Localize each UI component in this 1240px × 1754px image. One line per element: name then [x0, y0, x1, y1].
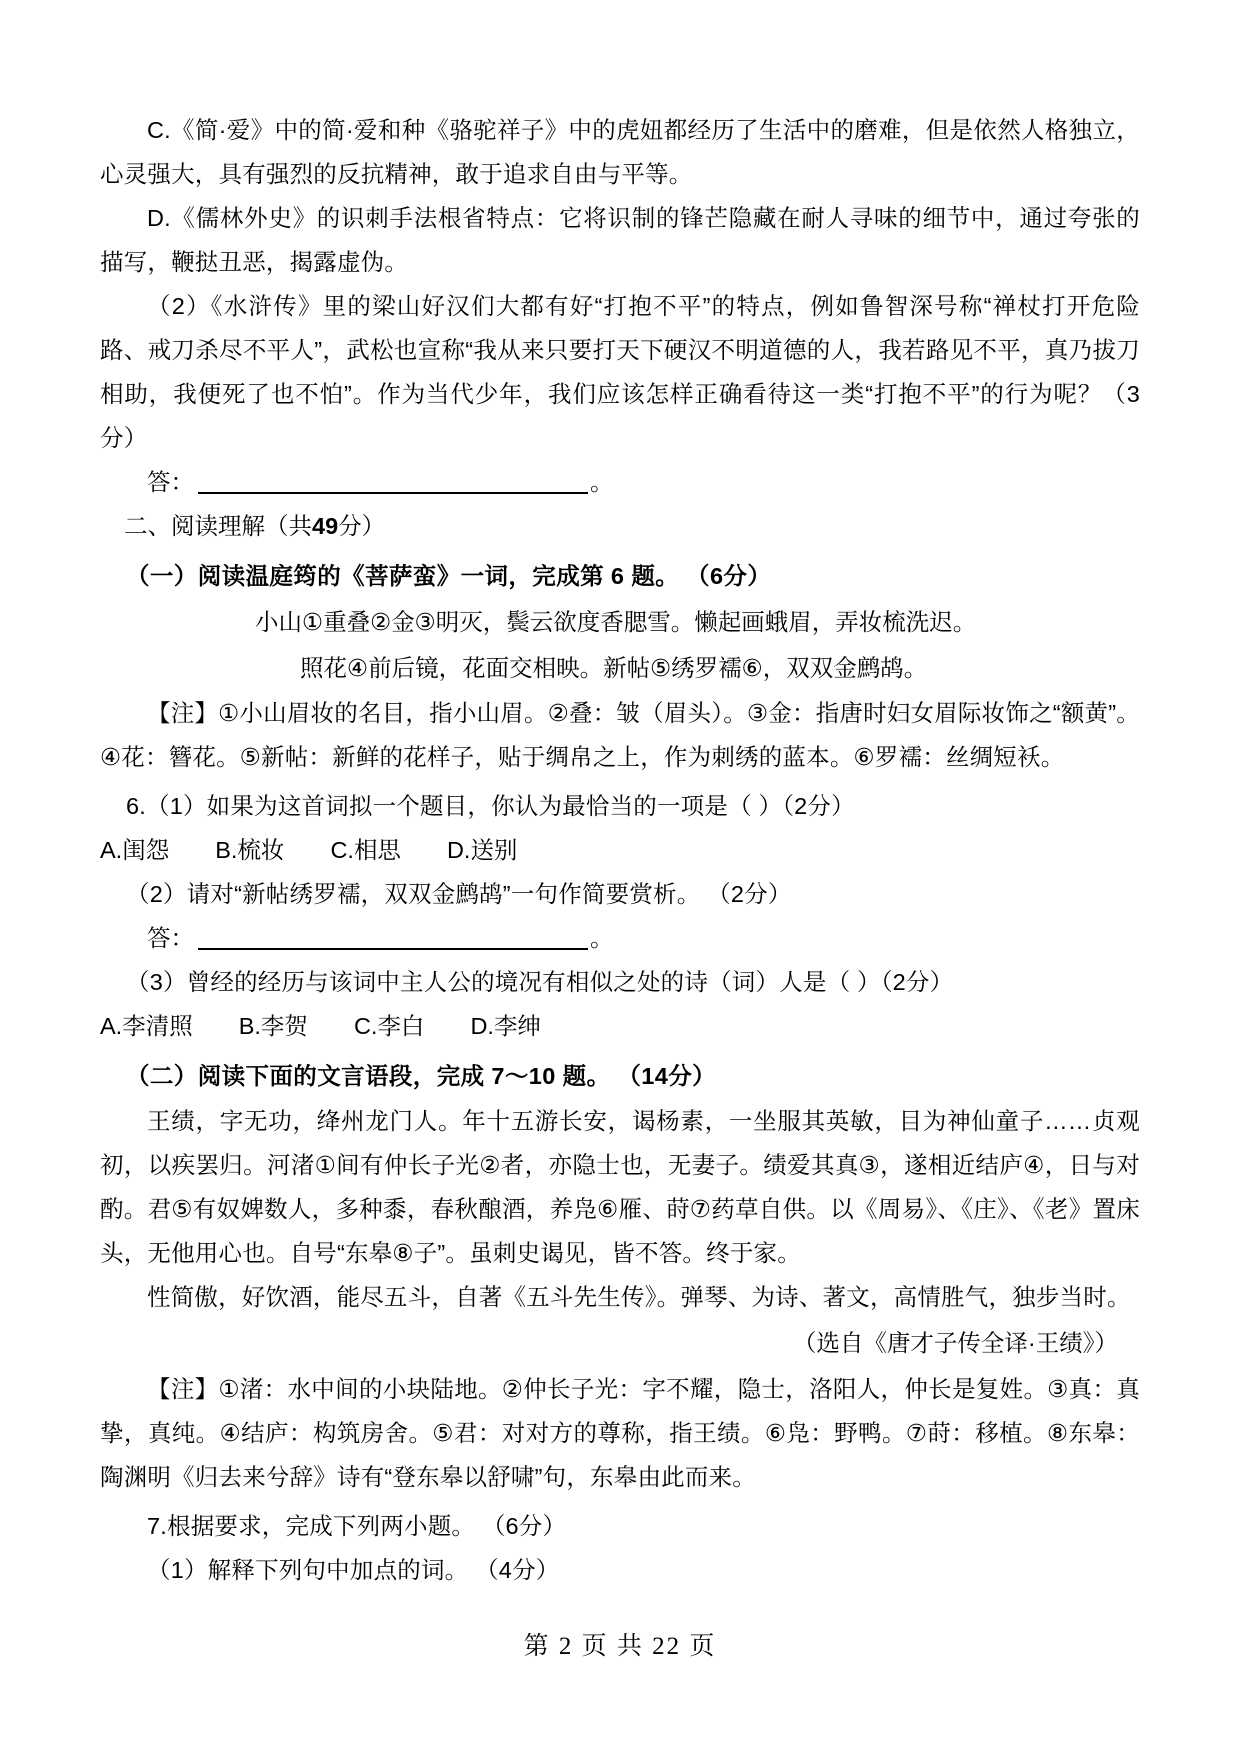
classical-passage-paragraph-1: 王绩，字无功，绛州龙门人。年十五游长安，谒杨素，一坐服其英敏，目为神仙童子……贞观初，以疾罢归。河渚①间有仲长子光②者，亦隐士也，无妻子。绩爱其真③，遂相近结庐④，日与对酌。君⑤有奴婢数人，多种黍，春秋酿酒，养凫⑥雁、莳⑦药草自供。以《周易》、《庄》、《老》置床头，无他用心也。自号“东皋⑧子”。虽刺史谒见，皆不答。终于家。 [100, 1108, 1140, 1266]
option-a[interactable]: A.闺怨 [100, 837, 170, 863]
section-two-score: 49 [312, 513, 339, 539]
answer-label: 答： [147, 469, 194, 495]
classical-passage-paragraph-2: 性简傲，好饮酒，能尽五斗，自著《五斗先生传》。弹琴、为诗、著文，高情胜气，独步当时。 [147, 1284, 1131, 1310]
answer-tail: 。 [590, 925, 614, 951]
literature-option-d: D.《儒林外史》的识刺手法根省特点：它将识制的锋芒隐藏在耐人寻味的细节中，通过夸张的描写，鞭挞丑恶，揭露虚伪。 [100, 205, 1140, 275]
literature-subquestion-2: （2）《水浒传》里的梁山好汉们大都有好“打抱不平”的特点，例如鲁智深号称“禅杖打开危险路、戒刀杀尽不平人”，武松也宣称“我从来只要打天下硬汉不明道德的人，我若路见不平，真乃拔刀相助，我便死了也不怕”。作为当代少年，我们应该怎样正确看待这一类“打抱不平”的行为呢？（3分） [100, 293, 1140, 451]
literature-option-c: C.《简·爱》中的简·爱和种《骆驼祥子》中的虎妞都经历了生活中的磨难，但是依然人格独立，心灵强大，具有强烈的反抗精神，敢于追求自由与平等。 [100, 117, 1140, 187]
poem-line-1: 小山①重叠②金③明灭，鬓云欲度香腮雪。懒起画蛾眉，弄妆梳洗迟。 [255, 609, 977, 635]
passage-source: （选自《唐才子传全译·王绩》） [792, 1330, 1118, 1356]
classical-passage-notes: 【注】①渚：水中间的小块陆地。②仲长子光：字不耀，隐士，洛阳人，仲长是复姓。③真：真挚，真纯。④结庐：构筑房舍。⑤君：对对方的尊称，指王绩。⑥凫：野鸭。⑦莳：移植。⑧东皋：陶渊明《归去来兮辞》诗有“登东皋以舒啸”句，东皋由此而来。 [100, 1376, 1140, 1490]
answer-row-question-6-2 [100, 916, 1140, 960]
answer-label: 答： [147, 925, 194, 951]
question-6-1-options [100, 828, 1140, 872]
question-6-2: （2）请对“新帖绣罗襦，双双金鹧鸪”一句作简要赏析。 （2分） [126, 881, 792, 907]
question-6-3: （3）曾经的经历与该词中主人公的境况有相似之处的诗（词）人是（ ）（2分） [126, 969, 954, 995]
question-7: 7.根据要求，完成下列两小题。 （6分） [147, 1513, 567, 1539]
question-6-1: 6.（1）如果为这首词拟一个题目，你认为最恰当的一项是（ ）（2分） [126, 793, 855, 819]
answer-blank[interactable] [198, 929, 588, 950]
page-footer: 第 2 页 共 22 页 [523, 1633, 717, 1660]
option-d[interactable]: D.送别 [446, 837, 518, 863]
answer-row-literature [100, 460, 1140, 504]
section-two-heading-prefix: 二、阅读理解（共 [124, 513, 312, 539]
poem-notes: 【注】①小山眉妆的名目，指小山眉。②叠：皱（眉头）。③金：指唐时妇女眉际妆饰之“额黄”。④花：簪花。⑤新帖：新鲜的花样子，贴于绸帛之上，作为刺绣的蓝本。⑥罗襦：丝绸短袄。 [100, 700, 1140, 770]
section-two-heading-suffix: 分） [338, 513, 386, 539]
option-c[interactable]: C.李白 [353, 1013, 425, 1039]
option-d[interactable]: D.李绅 [470, 1013, 541, 1039]
page-content [100, 108, 1140, 1592]
section-two-heading [100, 504, 1140, 548]
option-a[interactable]: A.李清照 [100, 1013, 193, 1039]
answer-blank[interactable] [198, 473, 588, 494]
option-b[interactable]: B.李贺 [238, 1013, 308, 1039]
part-one-heading: （一）阅读温庭筠的《菩萨蛮》一词，完成第 6 题。 （6分） [126, 563, 772, 589]
answer-tail: 。 [590, 469, 614, 495]
poem-line-2: 照花④前后镜，花面交相映。新帖⑤绣罗襦⑥，双双金鹧鸪。 [300, 655, 928, 681]
question-7-1: （1）解释下列句中加点的词。 （4分） [147, 1557, 560, 1583]
option-c[interactable]: C.相思 [330, 837, 401, 863]
question-6-3-options [100, 1004, 1140, 1048]
part-two-heading: （二）阅读下面的文言语段，完成 7～10 题。 （14分） [126, 1063, 717, 1089]
option-b[interactable]: B.梳妆 [215, 837, 285, 863]
